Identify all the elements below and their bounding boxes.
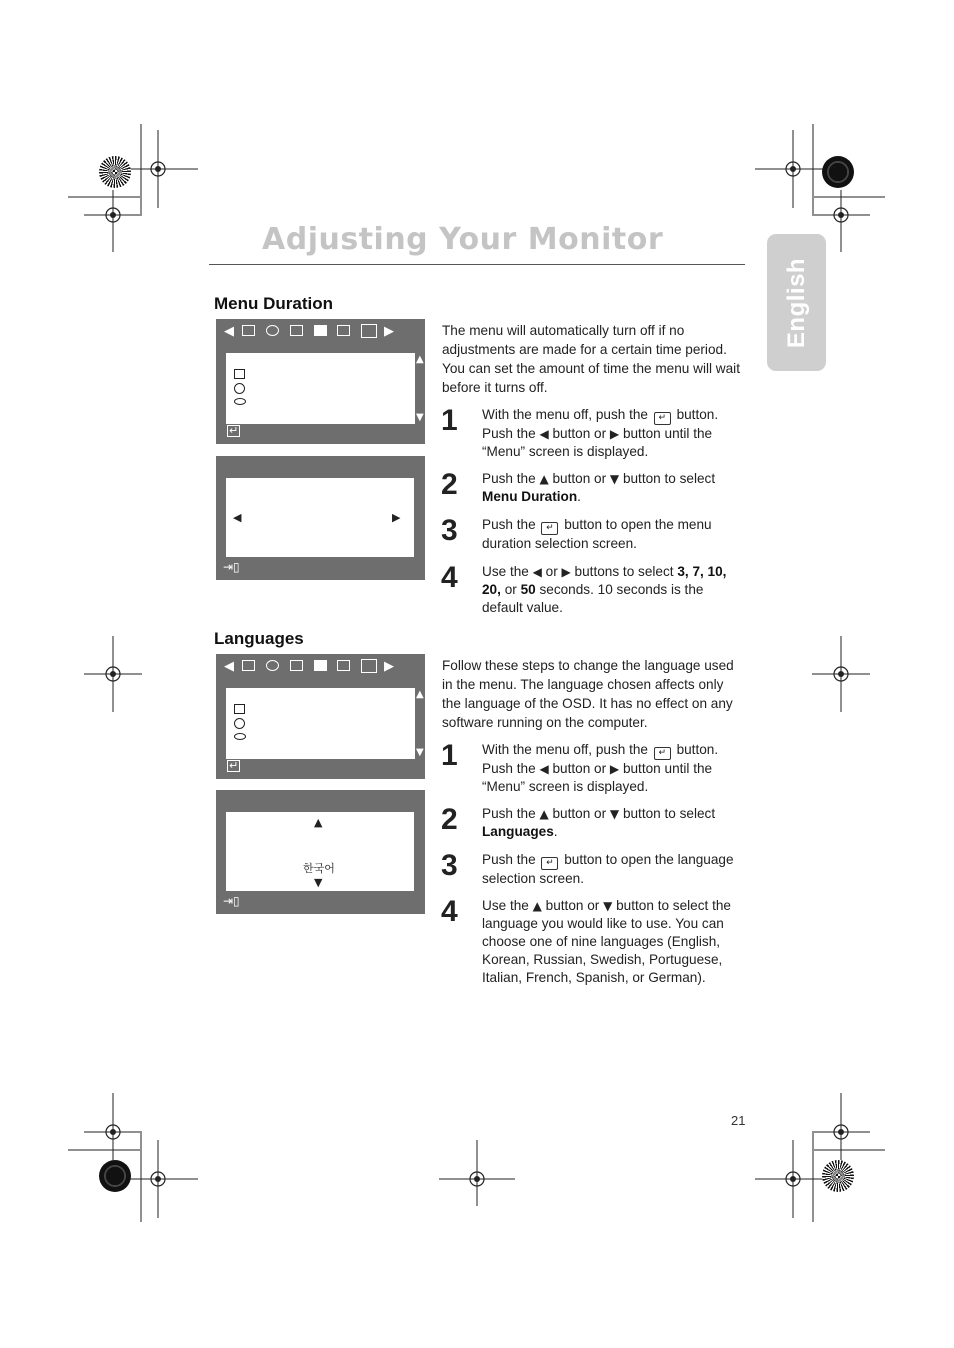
right-button-icon: ▶ <box>561 565 571 579</box>
osd-left-arrow-icon: ◀ <box>224 324 234 339</box>
left-button-icon: ◀ <box>532 565 542 579</box>
step-number: 2 <box>441 468 458 501</box>
step-text: Push the ▲ button or ▼ button to select Menu Duration. <box>482 471 716 504</box>
step-text: Use the ◀ or ▶ buttons to select 3, 7, 10, 20, or 50 seconds. 10 seconds is the default value. <box>482 564 727 615</box>
duration-right-arrow-icon: ▶ <box>392 511 401 524</box>
enter-button-icon: ↵ <box>541 522 558 535</box>
osd-duration-box <box>226 478 414 557</box>
step-number: 1 <box>441 739 458 772</box>
section-heading-languages: Languages <box>214 629 304 648</box>
down-button-icon: ▼ <box>603 899 613 913</box>
osd-setup-icon <box>361 659 377 673</box>
language-tab <box>767 234 826 371</box>
step-number: 3 <box>441 849 458 882</box>
osd-color-icon <box>314 325 327 336</box>
enter-button-icon: ↵ <box>541 857 558 870</box>
language-tab-label: English <box>782 257 810 348</box>
down-button-icon: ▼ <box>609 807 620 821</box>
step-number: 1 <box>441 404 458 437</box>
registration-target-icon <box>822 1160 854 1192</box>
current-language: 한국어 <box>303 862 335 875</box>
osd-menu-list <box>226 353 415 424</box>
language-down-arrow-icon: ▼ <box>314 876 323 889</box>
languages-intro: Follow these steps to change the language used in the menu. The language chosen affects only the language of the OSD. It has no effect on any software running on the computer. <box>442 658 734 730</box>
registration-target-icon <box>822 156 854 188</box>
step-number: 3 <box>441 514 458 547</box>
osd-language-box <box>226 812 414 891</box>
osd-menu-list <box>226 688 415 759</box>
step-number: 4 <box>441 895 458 928</box>
clock-icon <box>234 383 245 394</box>
osd-recall-icon <box>337 660 350 671</box>
registration-target-icon <box>99 1160 131 1192</box>
menu-duration-icon <box>234 704 245 714</box>
osd-left-arrow-icon: ◀ <box>224 659 234 674</box>
language-lips-icon <box>234 398 246 405</box>
step-number: 2 <box>441 803 458 836</box>
osd-right-arrow-icon: ▶ <box>384 659 394 674</box>
osd-language-screen <box>216 790 425 914</box>
osd-geometry-icon <box>266 660 279 671</box>
step-text: Push the ↵ button to open the language selection screen. <box>482 852 734 886</box>
step-text: With the menu off, push the ↵ button. Push the ◀ button or ▶ button until the “Menu” screen is displayed. <box>482 407 719 459</box>
osd-color-icon <box>314 660 327 671</box>
language-lips-icon <box>234 733 246 740</box>
menu-duration-intro: The menu will automatically turn off if no adjustments are made for a certain time period. You can set the amount of time the menu will wait before it turns off. <box>442 323 740 395</box>
osd-scroll-up-icon: ▲ <box>416 354 424 365</box>
step-text: Use the ▲ button or ▼ button to select the language you would like to use. You can choose one of nine languages (English, Korean, Russian, Swedish, Portuguese, Italian, French, Spanish, or German). <box>482 898 731 985</box>
osd-exit-icon: ⇥▯ <box>223 560 240 574</box>
osd-menu-duration-screen <box>216 456 425 580</box>
left-button-icon: ◀ <box>539 427 549 441</box>
osd-position-icon <box>242 660 255 671</box>
osd-position-icon <box>242 325 255 336</box>
clock-icon <box>234 718 245 729</box>
osd-right-arrow-icon: ▶ <box>384 324 394 339</box>
osd-recall-icon <box>337 325 350 336</box>
enter-button-icon: ↵ <box>654 747 671 760</box>
osd-enter-icon: ↵ <box>229 759 239 772</box>
osd-main-menu-screen <box>216 319 425 444</box>
osd-size-icon <box>290 660 303 671</box>
osd-main-menu-screen <box>216 654 425 779</box>
duration-left-arrow-icon: ◀ <box>233 511 242 524</box>
page-number: 21 <box>731 1113 746 1128</box>
step-number: 4 <box>441 561 458 594</box>
osd-geometry-icon <box>266 325 279 336</box>
registration-target-icon <box>99 156 131 188</box>
up-button-icon: ▲ <box>539 472 549 486</box>
osd-scroll-up-icon: ▲ <box>416 689 424 700</box>
osd-setup-icon <box>361 324 377 338</box>
title-divider <box>209 264 745 265</box>
osd-enter-icon: ↵ <box>229 424 239 437</box>
right-button-icon: ▶ <box>609 427 620 441</box>
up-button-icon: ▲ <box>532 899 542 913</box>
step-text: With the menu off, push the ↵ button. Push the ◀ button or ▶ button until the “Menu” screen is displayed. <box>482 742 719 794</box>
osd-size-icon <box>290 325 303 336</box>
osd-exit-icon: ⇥▯ <box>223 894 240 908</box>
osd-scroll-down-icon: ▼ <box>416 747 424 758</box>
language-up-arrow-icon: ▲ <box>314 816 323 829</box>
right-button-icon: ▶ <box>609 762 620 776</box>
step-text: Push the ▲ button or ▼ button to select Languages. <box>482 806 716 839</box>
page-title: Adjusting Your Monitor <box>262 222 664 257</box>
down-button-icon: ▼ <box>609 472 620 486</box>
step-text: Push the ↵ button to open the menu duration selection screen. <box>482 517 712 551</box>
menu-duration-icon <box>234 369 245 379</box>
left-button-icon: ◀ <box>539 762 549 776</box>
up-button-icon: ▲ <box>539 807 549 821</box>
enter-button-icon: ↵ <box>654 412 671 425</box>
section-heading-menu-duration: Menu Duration <box>214 294 333 313</box>
osd-scroll-down-icon: ▼ <box>416 412 424 423</box>
